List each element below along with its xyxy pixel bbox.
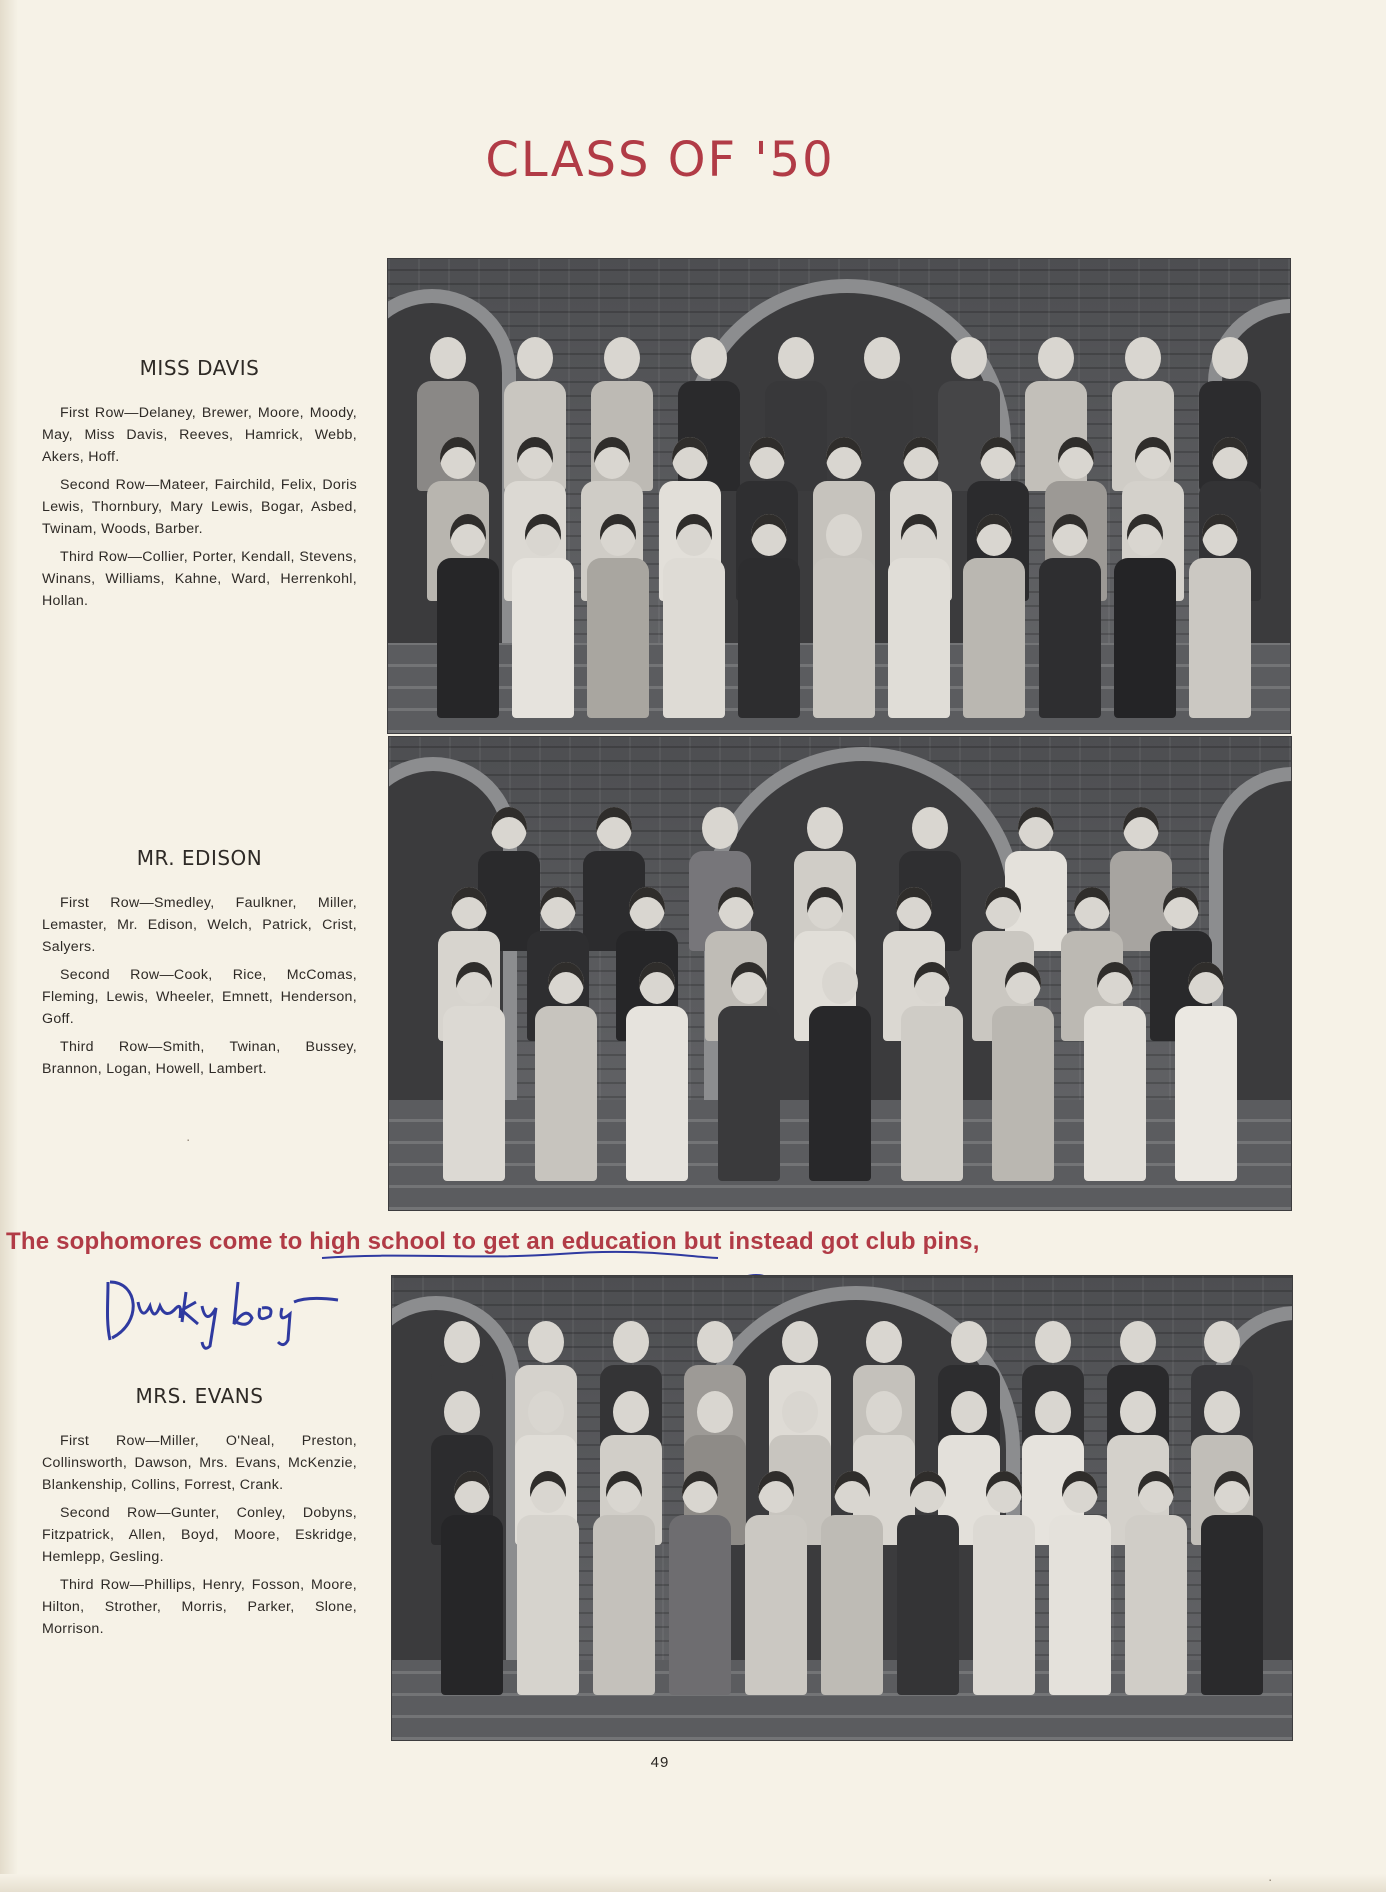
- handwritten-signature: [98, 1262, 358, 1357]
- section-caption-edison: [42, 846, 357, 1086]
- page-edge-bottom: [0, 1874, 1386, 1892]
- class-photo-edison: [388, 736, 1292, 1211]
- section-caption-evans: [42, 1384, 357, 1646]
- row-names-second: Second Row—Cook, Rice, McComas, Fleming, Lewis, Wheeler, Emnett, Henderson, Goff.: [42, 967, 357, 1027]
- ink-underline: [320, 1250, 720, 1262]
- page-edge: [0, 0, 18, 1892]
- teacher-name: MISS DAVIS: [139, 356, 260, 380]
- teacher-name: MRS. EVANS: [135, 1384, 264, 1408]
- row-names-first: First Row—Smedley, Faulkner, Miller, Lemaster, Mr. Edison, Welch, Patrick, Crist, Salyers.: [42, 895, 357, 955]
- paper-speck: ⋅: [1268, 1872, 1273, 1888]
- paper-speck: ⋅: [186, 1132, 191, 1148]
- section-caption-davis: [42, 356, 357, 618]
- handwritten-caption: The sophomores come to high school to get an education but instead got club pins,: [6, 1228, 980, 1255]
- page-title-text: CLASS OF '50: [485, 132, 835, 188]
- teacher-name: MR. EDISON: [136, 846, 263, 870]
- page-number: 49: [650, 1754, 670, 1771]
- row-names-third: Third Row—Collier, Porter, Kendall, Stevens, Winans, Williams, Kahne, Ward, Herrenkohl, Hollan.: [42, 549, 357, 609]
- page-title: [0, 132, 1320, 188]
- row-names-second: Second Row—Gunter, Conley, Dobyns, Fitzpatrick, Allen, Boyd, Moore, Eskridge, Hemlepp, Gesling.: [42, 1505, 357, 1565]
- row-names-third: Third Row—Smith, Twinan, Bussey, Brannon, Logan, Howell, Lambert.: [42, 1039, 357, 1077]
- row-names-second: Second Row—Mateer, Fairchild, Felix, Doris Lewis, Thornbury, Mary Lewis, Bogar, Asbed, Twinam, Woods, Barber.: [42, 477, 357, 537]
- class-photo-evans: [391, 1275, 1293, 1741]
- signature-graphic: [98, 1262, 358, 1352]
- row-names-first: First Row—Miller, O'Neal, Preston, Collinsworth, Dawson, Mrs. Evans, McKenzie, Blankenship, Collins, Forrest, Crank.: [42, 1433, 357, 1493]
- class-photo-davis: [387, 258, 1291, 734]
- row-names-first: First Row—Delaney, Brewer, Moore, Moody, May, Miss Davis, Reeves, Hamrick, Webb, Akers, Hoff.: [42, 405, 357, 465]
- row-names-third: Third Row—Phillips, Henry, Fosson, Moore, Hilton, Strother, Morris, Parker, Slone, Morrison.: [42, 1577, 357, 1637]
